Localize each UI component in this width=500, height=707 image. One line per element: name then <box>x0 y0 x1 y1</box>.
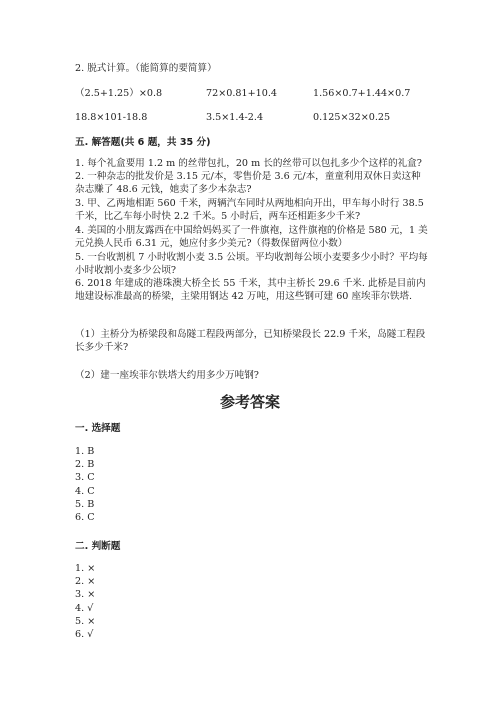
judge-heading: 二. 判断题 <box>75 541 121 552</box>
list-item: 3. C <box>75 472 95 484</box>
list-item: 1. × <box>75 563 96 574</box>
calc-row <box>75 88 435 102</box>
list-item: 5. B <box>75 498 95 510</box>
list-item: 4. √ <box>75 602 94 614</box>
solve-heading: 五. 解答题(共 6 题，共 35 分) <box>75 137 211 148</box>
calc-item: 18.8×101-18.8 <box>75 112 148 123</box>
list-item: 2. × <box>75 576 96 588</box>
answer-title: 参考答案 <box>219 393 280 411</box>
problem-3: 3. 甲、乙两地相距 560 千米，两辆汽车同时从两地相向开出，甲车每小时行 38.5 千米，比乙车每小时快 2.2 千米。5 小时后，两车还相距多少千米? <box>75 198 424 223</box>
calc-item: 0.125×32×0.25 <box>313 112 391 123</box>
problem-5: 5. 一台收割机 7 小时收割小麦 3.5 公顷。平均收割每公顷小麦要多少小时？平均每小时收割小麦多少公顷? <box>75 252 428 277</box>
sub-question-2: （2）建一座埃菲尔铁塔大约用多少万吨钢? <box>75 370 259 381</box>
calc-heading: 2. 脱式计算。（能简算的要简算） <box>75 63 217 74</box>
list-item: 1. B <box>75 446 95 457</box>
judge-answer-list <box>75 562 95 641</box>
sub-question-1: （1）主桥分为桥梁段和岛隧工程段两部分，已知桥梁段长 22.9 千米，岛隧工程段长多少千米? <box>75 329 426 354</box>
list-item: 2. B <box>75 459 95 471</box>
calc-item: （2.5+1.25）×0.8 <box>75 88 163 99</box>
list-item: 6. C <box>75 511 95 523</box>
problem-6: 6. 2018 年建成的港珠澳大桥全长 55 千米，其中主桥长 29.6 千米. 此桥是目前内地建设标准最高的桥梁，主梁用钢达 42 万吨，用这些钢可建 60 座埃菲尔铁塔. <box>75 278 426 303</box>
calc-item: 72×0.81+10.4 <box>206 88 278 99</box>
problem-1: 1. 每个礼盒要用 1.2 m 的丝带包扎，20 m 长的丝带可以包扎多少个这样的礼盒? <box>75 158 422 169</box>
calc-row <box>75 112 435 126</box>
problem-2: 2. 一种杂志的批发价是 3.15 元/本，零售价是 3.6 元/本，童童利用双休日卖这种杂志赚了 48.6 元钱，她卖了多少本杂志? <box>75 171 421 196</box>
list-item: 4. C <box>75 485 95 497</box>
choice-heading: 一. 选择题 <box>75 423 121 434</box>
list-item: 5. × <box>75 615 96 627</box>
calc-item: 3.5×1.4-2.4 <box>206 112 264 123</box>
list-item: 3. × <box>75 589 96 601</box>
calc-item: 1.56×0.7+1.44×0.7 <box>313 88 411 99</box>
problem-4: 4. 美国的小朋友露西在中国给妈妈买了一件旗袍，这件旗袍的价格是 580 元，1 美元兑换人民币 6.31 元，她应付多少美元?（得数保留两位小数） <box>75 225 428 250</box>
choice-answer-list <box>75 445 95 524</box>
list-item: 6. √ <box>75 628 94 640</box>
